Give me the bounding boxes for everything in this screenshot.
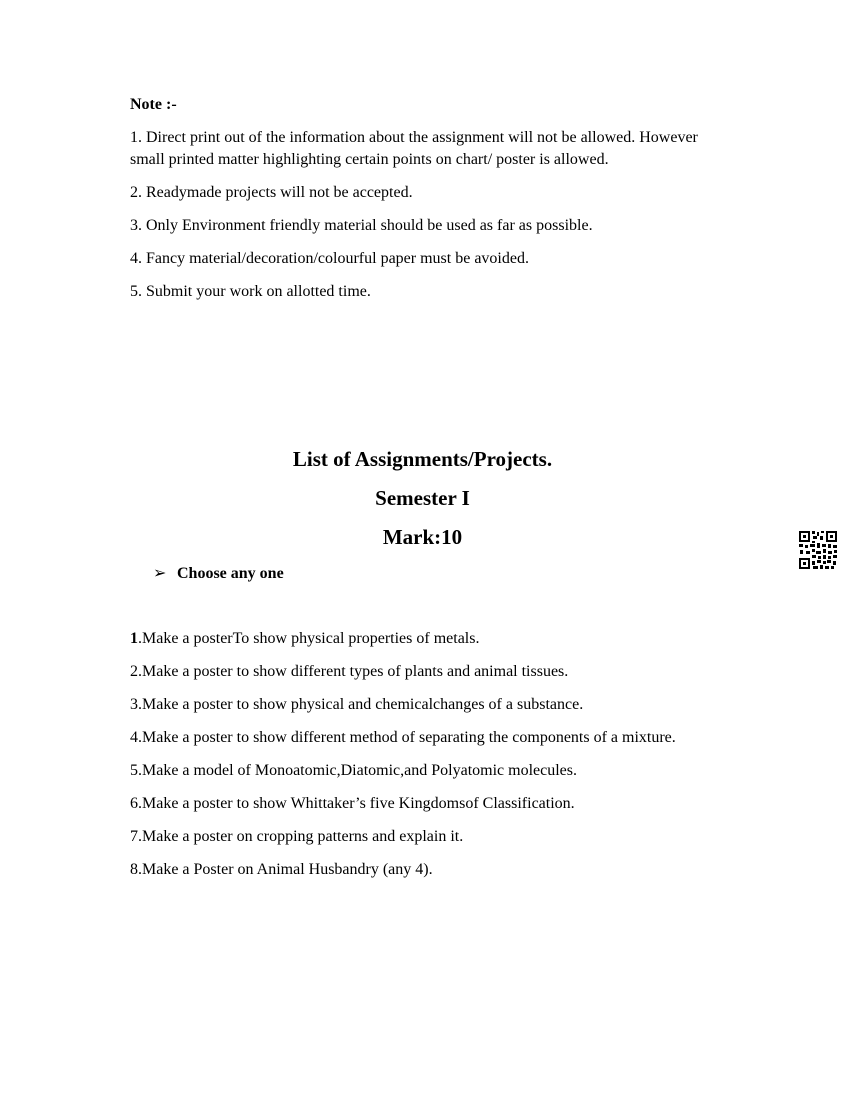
project-item-3: 3.Make a poster to show physical and chemicalchanges of a substance. [130,696,584,713]
project-item-2: 2.Make a poster to show different types of plants and animal tissues. [130,663,569,680]
project-item-1-text: .Make a posterTo show physical properties of metals. [138,630,480,647]
mark-heading: Mark:10 [382,525,463,549]
arrow-bullet-icon: ➢ [153,565,167,582]
note-section [130,94,730,314]
note-label: Note :- [130,96,177,113]
semester-heading: Semester I [375,486,470,510]
note-item-2: 2. Readymade projects will not be accepted. [130,184,413,201]
project-item-4: 4.Make a poster to show different method of separating the components of a mixture. [130,729,676,746]
project-item-1-number: 1 [130,630,138,647]
project-item-8: 8.Make a Poster on Animal Husbandry (any 4). [130,861,433,878]
choose-text: Choose any one [177,565,284,582]
project-item-1 [130,628,720,650]
project-list [130,628,720,892]
project-item-5: 5.Make a model of Monoatomic,Diatomic,and Polyatomic molecules. [130,762,578,779]
qr-code-icon [798,530,838,570]
note-item-5: 5. Submit your work on allotted time. [130,283,371,300]
note-item-4: 4. Fancy material/decoration/colourful paper must be avoided. [130,250,529,267]
project-item-7: 7.Make a poster on cropping patterns and explain it. [130,828,464,845]
note-item-3: 3. Only Environment friendly material should be used as far as possible. [130,217,593,234]
list-title: List of Assignments/Projects. [292,447,553,471]
note-item-1: 1. Direct print out of the information about the assignment will not be allowed. However small printed matter highlighting certain points on chart/ poster is allowed. [130,129,698,168]
choose-instruction [153,563,284,585]
project-item-6: 6.Make a poster to show Whittaker’s five Kingdomsof Classification. [130,795,575,812]
